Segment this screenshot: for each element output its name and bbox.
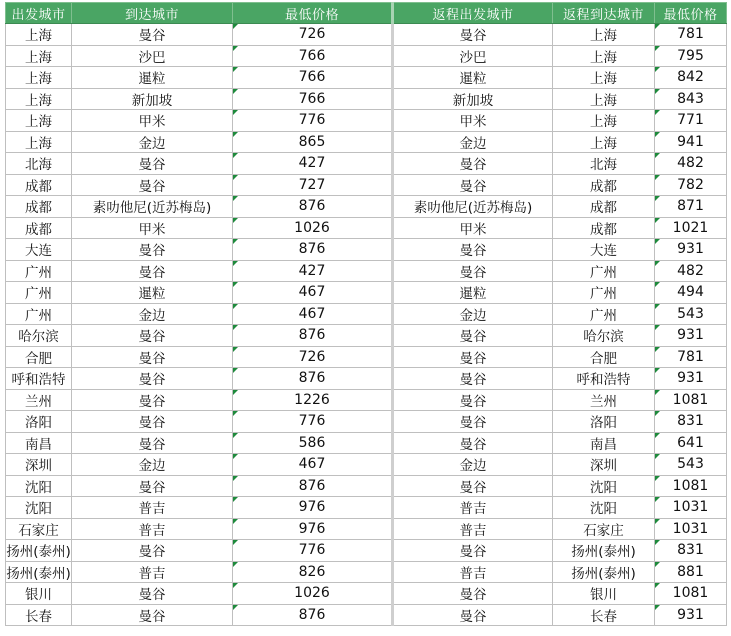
return-arrival-city-cell[interactable]: 长春 <box>553 604 655 626</box>
departure-city-cell[interactable]: 呼和浩特 <box>6 368 72 390</box>
header-return-lowest-price: 最低价格 <box>655 3 727 24</box>
return-lowest-price-cell[interactable]: 1031 <box>655 497 727 519</box>
return-lowest-price-cell[interactable]: 1081 <box>655 475 727 497</box>
return-departure-city-cell[interactable]: 素叻他尼(近苏梅岛) <box>393 196 553 218</box>
table-row <box>6 583 727 605</box>
departure-city-cell[interactable]: 扬州(泰州) <box>6 561 72 583</box>
return-lowest-price-cell[interactable]: 931 <box>655 368 727 390</box>
arrival-city-cell[interactable]: 普吉 <box>72 497 233 519</box>
departure-city-cell[interactable]: 石家庄 <box>6 518 72 540</box>
return-departure-city-cell[interactable]: 曼谷 <box>393 368 553 390</box>
return-departure-city-cell[interactable]: 曼谷 <box>393 239 553 261</box>
return-lowest-price-cell[interactable]: 931 <box>655 239 727 261</box>
return-lowest-price-cell[interactable]: 482 <box>655 153 727 175</box>
return-departure-city-cell[interactable]: 曼谷 <box>393 411 553 433</box>
departure-city-cell[interactable]: 成都 <box>6 196 72 218</box>
return-arrival-city-cell[interactable]: 上海 <box>553 110 655 132</box>
lowest-price-cell[interactable]: 727 <box>233 174 393 196</box>
return-lowest-price-cell[interactable]: 843 <box>655 88 727 110</box>
table-row <box>6 67 727 89</box>
arrival-city-cell[interactable]: 曼谷 <box>72 346 233 368</box>
table-row <box>6 174 727 196</box>
lowest-price-cell[interactable]: 467 <box>233 303 393 325</box>
table-row <box>6 518 727 540</box>
return-arrival-city-cell[interactable]: 扬州(泰州) <box>553 540 655 562</box>
return-lowest-price-cell[interactable]: 795 <box>655 45 727 67</box>
lowest-price-cell[interactable]: 427 <box>233 153 393 175</box>
table-row <box>6 561 727 583</box>
lowest-price-cell[interactable]: 776 <box>233 540 393 562</box>
lowest-price-cell[interactable]: 1226 <box>233 389 393 411</box>
arrival-city-cell[interactable]: 曼谷 <box>72 583 233 605</box>
arrival-city-cell[interactable]: 素叻他尼(近苏梅岛) <box>72 196 233 218</box>
arrival-city-cell[interactable]: 甲米 <box>72 217 233 239</box>
return-departure-city-cell[interactable]: 曼谷 <box>393 432 553 454</box>
lowest-price-cell[interactable]: 467 <box>233 282 393 304</box>
table-row <box>6 604 727 626</box>
departure-city-cell[interactable]: 兰州 <box>6 389 72 411</box>
lowest-price-cell[interactable]: 586 <box>233 432 393 454</box>
lowest-price-cell[interactable]: 876 <box>233 239 393 261</box>
return-arrival-city-cell[interactable]: 石家庄 <box>553 518 655 540</box>
return-lowest-price-cell[interactable]: 881 <box>655 561 727 583</box>
return-departure-city-cell[interactable]: 曼谷 <box>393 583 553 605</box>
return-arrival-city-cell[interactable]: 南昌 <box>553 432 655 454</box>
return-arrival-city-cell[interactable]: 呼和浩特 <box>553 368 655 390</box>
lowest-price-cell[interactable]: 776 <box>233 411 393 433</box>
return-lowest-price-cell[interactable]: 543 <box>655 303 727 325</box>
return-lowest-price-cell[interactable]: 641 <box>655 432 727 454</box>
departure-city-cell[interactable]: 成都 <box>6 174 72 196</box>
table-row <box>6 325 727 347</box>
departure-city-cell[interactable]: 上海 <box>6 131 72 153</box>
lowest-price-cell[interactable]: 876 <box>233 325 393 347</box>
departure-city-cell[interactable]: 广州 <box>6 303 72 325</box>
table-row <box>6 131 727 153</box>
table-row <box>6 346 727 368</box>
table-row <box>6 432 727 454</box>
return-departure-city-cell[interactable]: 曼谷 <box>393 389 553 411</box>
lowest-price-cell[interactable]: 876 <box>233 475 393 497</box>
return-departure-city-cell[interactable]: 普吉 <box>393 518 553 540</box>
return-departure-city-cell[interactable]: 曼谷 <box>393 174 553 196</box>
lowest-price-cell[interactable]: 766 <box>233 88 393 110</box>
lowest-price-cell[interactable]: 826 <box>233 561 393 583</box>
return-lowest-price-cell[interactable]: 831 <box>655 540 727 562</box>
return-arrival-city-cell[interactable]: 成都 <box>553 174 655 196</box>
return-arrival-city-cell[interactable]: 大连 <box>553 239 655 261</box>
departure-city-cell[interactable]: 长春 <box>6 604 72 626</box>
arrival-city-cell[interactable]: 曼谷 <box>72 24 233 46</box>
departure-city-cell[interactable]: 合肥 <box>6 346 72 368</box>
return-lowest-price-cell[interactable]: 842 <box>655 67 727 89</box>
return-arrival-city-cell[interactable]: 扬州(泰州) <box>553 561 655 583</box>
fare-table-header <box>6 3 727 24</box>
lowest-price-cell[interactable]: 766 <box>233 45 393 67</box>
table-row <box>6 88 727 110</box>
lowest-price-cell[interactable]: 427 <box>233 260 393 282</box>
return-lowest-price-cell[interactable]: 831 <box>655 411 727 433</box>
lowest-price-cell[interactable]: 726 <box>233 24 393 46</box>
table-row <box>6 153 727 175</box>
arrival-city-cell[interactable]: 曼谷 <box>72 411 233 433</box>
lowest-price-cell[interactable]: 865 <box>233 131 393 153</box>
return-arrival-city-cell[interactable]: 上海 <box>553 88 655 110</box>
return-departure-city-cell[interactable]: 曼谷 <box>393 24 553 46</box>
return-arrival-city-cell[interactable]: 兰州 <box>553 389 655 411</box>
return-departure-city-cell[interactable]: 曼谷 <box>393 260 553 282</box>
return-lowest-price-cell[interactable]: 1081 <box>655 389 727 411</box>
return-departure-city-cell[interactable]: 曼谷 <box>393 475 553 497</box>
return-arrival-city-cell[interactable]: 哈尔滨 <box>553 325 655 347</box>
arrival-city-cell[interactable]: 甲米 <box>72 110 233 132</box>
return-departure-city-cell[interactable]: 曼谷 <box>393 346 553 368</box>
arrival-city-cell[interactable]: 沙巴 <box>72 45 233 67</box>
header-return-arrival-city: 返程到达城市 <box>553 3 655 24</box>
return-departure-city-cell[interactable]: 金边 <box>393 454 553 476</box>
lowest-price-cell[interactable]: 976 <box>233 497 393 519</box>
return-arrival-city-cell[interactable]: 广州 <box>553 303 655 325</box>
header-arrival-city: 到达城市 <box>72 3 233 24</box>
return-departure-city-cell[interactable]: 金边 <box>393 303 553 325</box>
return-lowest-price-cell[interactable]: 494 <box>655 282 727 304</box>
lowest-price-cell[interactable]: 1026 <box>233 583 393 605</box>
return-arrival-city-cell[interactable]: 合肥 <box>553 346 655 368</box>
return-lowest-price-cell[interactable]: 781 <box>655 346 727 368</box>
return-arrival-city-cell[interactable]: 上海 <box>553 45 655 67</box>
arrival-city-cell[interactable]: 曼谷 <box>72 153 233 175</box>
return-lowest-price-cell[interactable]: 871 <box>655 196 727 218</box>
return-departure-city-cell[interactable]: 曼谷 <box>393 604 553 626</box>
return-lowest-price-cell[interactable]: 543 <box>655 454 727 476</box>
departure-city-cell[interactable]: 上海 <box>6 24 72 46</box>
table-row <box>6 239 727 261</box>
arrival-city-cell[interactable]: 曼谷 <box>72 368 233 390</box>
return-departure-city-cell[interactable]: 暹粒 <box>393 67 553 89</box>
table-row <box>6 497 727 519</box>
return-arrival-city-cell[interactable]: 广州 <box>553 282 655 304</box>
return-lowest-price-cell[interactable]: 782 <box>655 174 727 196</box>
departure-city-cell[interactable]: 扬州(泰州) <box>6 540 72 562</box>
lowest-price-cell[interactable]: 1026 <box>233 217 393 239</box>
return-arrival-city-cell[interactable]: 洛阳 <box>553 411 655 433</box>
table-row <box>6 110 727 132</box>
table-row <box>6 282 727 304</box>
lowest-price-cell[interactable]: 976 <box>233 518 393 540</box>
lowest-price-cell[interactable]: 876 <box>233 368 393 390</box>
table-row <box>6 411 727 433</box>
return-lowest-price-cell[interactable]: 781 <box>655 24 727 46</box>
return-lowest-price-cell[interactable]: 1021 <box>655 217 727 239</box>
arrival-city-cell[interactable]: 普吉 <box>72 561 233 583</box>
arrival-city-cell[interactable]: 曼谷 <box>72 475 233 497</box>
table-row <box>6 45 727 67</box>
return-arrival-city-cell[interactable]: 成都 <box>553 217 655 239</box>
lowest-price-cell[interactable]: 467 <box>233 454 393 476</box>
return-departure-city-cell[interactable]: 曼谷 <box>393 153 553 175</box>
departure-city-cell[interactable]: 大连 <box>6 239 72 261</box>
arrival-city-cell[interactable]: 普吉 <box>72 518 233 540</box>
return-lowest-price-cell[interactable]: 1031 <box>655 518 727 540</box>
arrival-city-cell[interactable]: 暹粒 <box>72 67 233 89</box>
table-row <box>6 303 727 325</box>
fare-table <box>5 2 727 626</box>
return-departure-city-cell[interactable]: 曼谷 <box>393 325 553 347</box>
return-lowest-price-cell[interactable]: 1081 <box>655 583 727 605</box>
return-arrival-city-cell[interactable]: 深圳 <box>553 454 655 476</box>
return-arrival-city-cell[interactable]: 成都 <box>553 196 655 218</box>
departure-city-cell[interactable]: 洛阳 <box>6 411 72 433</box>
departure-city-cell[interactable]: 银川 <box>6 583 72 605</box>
return-lowest-price-cell[interactable]: 931 <box>655 604 727 626</box>
return-arrival-city-cell[interactable]: 沈阳 <box>553 475 655 497</box>
arrival-city-cell[interactable]: 曼谷 <box>72 432 233 454</box>
fare-table-container <box>5 2 727 626</box>
table-row <box>6 368 727 390</box>
departure-city-cell[interactable]: 上海 <box>6 88 72 110</box>
return-arrival-city-cell[interactable]: 上海 <box>553 24 655 46</box>
header-departure-city: 出发城市 <box>6 3 72 24</box>
return-arrival-city-cell[interactable]: 上海 <box>553 67 655 89</box>
arrival-city-cell[interactable]: 新加坡 <box>72 88 233 110</box>
departure-city-cell[interactable]: 沈阳 <box>6 475 72 497</box>
return-departure-city-cell[interactable]: 金边 <box>393 131 553 153</box>
return-departure-city-cell[interactable]: 普吉 <box>393 561 553 583</box>
return-departure-city-cell[interactable]: 甲米 <box>393 217 553 239</box>
departure-city-cell[interactable]: 哈尔滨 <box>6 325 72 347</box>
return-arrival-city-cell[interactable]: 北海 <box>553 153 655 175</box>
arrival-city-cell[interactable]: 曼谷 <box>72 604 233 626</box>
lowest-price-cell[interactable]: 776 <box>233 110 393 132</box>
departure-city-cell[interactable]: 广州 <box>6 260 72 282</box>
table-row <box>6 217 727 239</box>
return-departure-city-cell[interactable]: 甲米 <box>393 110 553 132</box>
departure-city-cell[interactable]: 南昌 <box>6 432 72 454</box>
departure-city-cell[interactable]: 沈阳 <box>6 497 72 519</box>
table-row <box>6 196 727 218</box>
lowest-price-cell[interactable]: 766 <box>233 67 393 89</box>
arrival-city-cell[interactable]: 曼谷 <box>72 260 233 282</box>
arrival-city-cell[interactable]: 曼谷 <box>72 239 233 261</box>
return-arrival-city-cell[interactable]: 广州 <box>553 260 655 282</box>
return-departure-city-cell[interactable]: 沙巴 <box>393 45 553 67</box>
return-arrival-city-cell[interactable]: 银川 <box>553 583 655 605</box>
departure-city-cell[interactable]: 广州 <box>6 282 72 304</box>
header-return-departure-city: 返程出发城市 <box>393 3 553 24</box>
departure-city-cell[interactable]: 上海 <box>6 45 72 67</box>
departure-city-cell[interactable]: 北海 <box>6 153 72 175</box>
arrival-city-cell[interactable]: 暹粒 <box>72 282 233 304</box>
table-row <box>6 260 727 282</box>
arrival-city-cell[interactable]: 金边 <box>72 454 233 476</box>
return-lowest-price-cell[interactable]: 771 <box>655 110 727 132</box>
lowest-price-cell[interactable]: 876 <box>233 604 393 626</box>
arrival-city-cell[interactable]: 金边 <box>72 303 233 325</box>
return-departure-city-cell[interactable]: 新加坡 <box>393 88 553 110</box>
header-row <box>6 3 727 24</box>
arrival-city-cell[interactable]: 曼谷 <box>72 174 233 196</box>
table-row <box>6 540 727 562</box>
fare-table-body <box>6 24 727 626</box>
arrival-city-cell[interactable]: 曼谷 <box>72 389 233 411</box>
departure-city-cell[interactable]: 上海 <box>6 67 72 89</box>
return-departure-city-cell[interactable]: 普吉 <box>393 497 553 519</box>
return-lowest-price-cell[interactable]: 482 <box>655 260 727 282</box>
arrival-city-cell[interactable]: 金边 <box>72 131 233 153</box>
arrival-city-cell[interactable]: 曼谷 <box>72 540 233 562</box>
return-departure-city-cell[interactable]: 暹粒 <box>393 282 553 304</box>
lowest-price-cell[interactable]: 876 <box>233 196 393 218</box>
return-lowest-price-cell[interactable]: 931 <box>655 325 727 347</box>
table-row <box>6 454 727 476</box>
return-arrival-city-cell[interactable]: 沈阳 <box>553 497 655 519</box>
table-row <box>6 24 727 46</box>
departure-city-cell[interactable]: 成都 <box>6 217 72 239</box>
table-row <box>6 475 727 497</box>
table-row <box>6 389 727 411</box>
return-arrival-city-cell[interactable]: 上海 <box>553 131 655 153</box>
lowest-price-cell[interactable]: 726 <box>233 346 393 368</box>
header-lowest-price: 最低价格 <box>233 3 393 24</box>
return-lowest-price-cell[interactable]: 941 <box>655 131 727 153</box>
return-departure-city-cell[interactable]: 曼谷 <box>393 540 553 562</box>
arrival-city-cell[interactable]: 曼谷 <box>72 325 233 347</box>
departure-city-cell[interactable]: 深圳 <box>6 454 72 476</box>
departure-city-cell[interactable]: 上海 <box>6 110 72 132</box>
